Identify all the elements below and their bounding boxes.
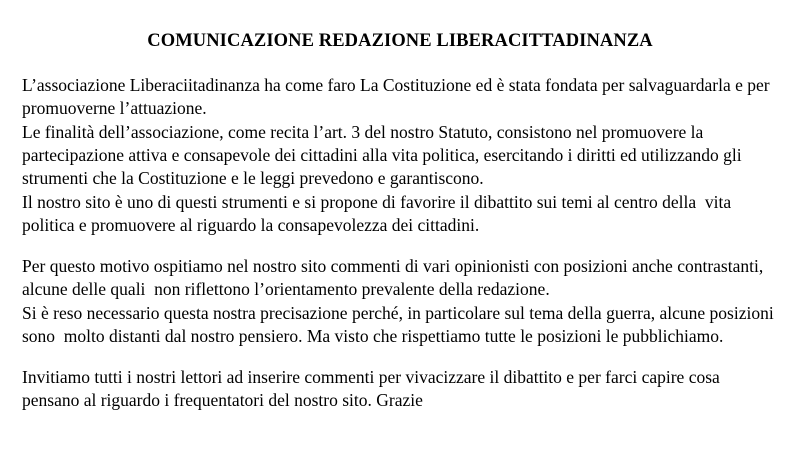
paragraph-6: Invitiamo tutti i nostri lettori ad inserire commenti per vivacizzare il dibattito e per farci capire cosa pensano al riguardo i frequentatori del nostro sito. Grazie (22, 367, 725, 411)
paragraph-1: L’associazione Liberaciitadinanza ha come faro La Costituzione ed è stata fondata per salvaguardarla e per promuoverne l’attuazione. (22, 75, 774, 119)
page-title: COMUNICAZIONE REDAZIONE LIBERACITTADINANZA (147, 31, 653, 51)
paragraph-5: Si è reso necessario questa nostra precisazione perché, in particolare sul tema della guerra, alcune posizioni sono molto distanti dal nostro pensiero. Ma visto che rispettiamo tutte le posizioni le pubblichiamo. (22, 302, 779, 346)
paragraph-spacer-1 (22, 237, 778, 255)
paragraph-4: Per questo motivo ospitiamo nel nostro sito commenti di vari opinionisti con posizioni anche contrastanti, alcune delle quali non riflettono l’orientamento prevalente della redazione. (22, 256, 768, 300)
paragraph-2: Le finalità dell’associazione, come recita l’art. 3 del nostro Statuto, consistono nel promuovere la partecipazione attiva e consapevole dei cittadini alla vita politica, esercitando i diritti ed utilizzando gli strumenti che la Costituzione e le leggi prevedono e garantiscono. (22, 121, 747, 189)
paragraph-spacer-2 (22, 348, 778, 366)
paragraph-3: Il nostro sito è uno di questi strumenti e si propone di favorire il dibattito sui temi al centro della vita politica e promuovere al riguardo la consapevolezza dei cittadini. (22, 191, 736, 235)
